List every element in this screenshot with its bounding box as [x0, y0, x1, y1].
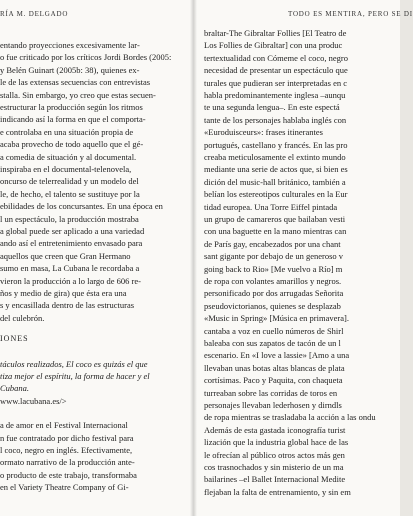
text-line: aquellos que creen que Gran Hermano: [0, 250, 131, 261]
text-line: indicando así la forma en que el comporta-: [0, 114, 146, 125]
text-line: escenario. En «I love a lassie» [Amo a una: [204, 350, 350, 361]
text-line: llevaban unas botas altas blancas de plata: [204, 362, 345, 373]
text-line: e controlaba en una situación propia de: [0, 126, 134, 137]
text-line: personajes llevaban lederhosen y dirndls: [204, 400, 342, 410]
text-line: l coco, negro en inglés. Efectivamente,: [0, 445, 133, 455]
section-heading: IONES: [0, 334, 29, 344]
book-gutter: [190, 0, 197, 516]
text-line: a comedia de situación y al documental.: [0, 151, 137, 162]
text-line: tidad europea. Una Torre Eiffel pintada: [204, 201, 338, 212]
text-line: flejaban la falta de entrenamiento, y sin em: [204, 486, 351, 497]
note-line: tiza mejor el espíritu, la forma de hacer y el: [0, 371, 150, 381]
note-line: táculos realizados, El coco es quizás el que: [0, 358, 148, 369]
text-line: oncurso de telerrealidad y un modelo del: [0, 176, 139, 187]
text-line: braltar-The Gibraltar Follies [El Teatro de: [204, 28, 347, 38]
text-line: stalla. Sin embargo, yo creo que estas secuen-: [0, 89, 156, 100]
text-line: belían los estereotipos culturales en la Eur: [204, 189, 348, 200]
text-line: en el Variety Theatre Company of Gi-: [0, 482, 129, 493]
text-line: bailarines –el Ballet Internacional Medite: [204, 474, 346, 485]
text-line: de París gay, encabezados por una chant: [204, 238, 341, 249]
text-line: Además de esta gastada iconografía turist: [204, 424, 346, 435]
text-line: vieron la producción a lo largo de 606 re-: [0, 275, 141, 286]
text-line: y Belén Guinart (2005b: 38), quienes ex-: [0, 64, 140, 75]
text-line: de ropa mientras se trasladaba la acción a las ondu: [204, 412, 376, 423]
note-line: www.lacubana.es/>: [0, 395, 67, 406]
text-line: «Music in Spring» [Música en primavera].: [204, 313, 349, 324]
text-line: a global puede ser aplicado a una variedad: [0, 226, 145, 236]
text-line: ando así el entretenimiento envasado para: [0, 238, 143, 249]
text-line: sumo en masa, La Cubana le recordaba a: [0, 263, 140, 274]
text-line: ebilidades de los concursantes. En una época en: [0, 201, 163, 212]
text-line: le ofrecían al público otros actos más gen: [204, 449, 345, 460]
text-line: te una segunda lengua–. En este espectá: [204, 102, 340, 113]
text-line: portugués, castellano y francés. En las pro: [204, 139, 348, 150]
text-line: going back to Rio» [Me vuelvo a Río] m: [204, 263, 343, 274]
text-line: dición del music-hall británico, también a: [204, 176, 346, 187]
text-line: a de amor en el Festival Internacional: [0, 420, 128, 431]
text-line: le, de hecho, el talento se sustituye por la: [0, 188, 140, 199]
text-line: ños y medio de gira) que ésta era una: [0, 288, 127, 298]
text-line: baleaba con sus zapatos de tacón de un l: [204, 338, 341, 348]
text-line: un grupo de camareros que bailaban vesti: [204, 214, 346, 224]
right-page: [193, 0, 413, 516]
text-line: turreaban sobre las corridas de toros en: [204, 387, 338, 398]
text-line: ormato narrativo de la producción ante-: [0, 457, 135, 468]
text-line: sant gigante por debajo de un generoso v: [204, 251, 344, 262]
text-line: inspiraba en el documental-telenovela,: [0, 164, 132, 174]
text-line: l un espectáculo, la producción mostraba: [0, 213, 139, 224]
text-line: s y encasillada dentro de las estructuras: [0, 300, 135, 311]
text-line: n fue contratado por dicho festival para: [0, 432, 134, 443]
text-line: de ropa con volantes amarillos y negros.: [204, 276, 342, 286]
text-line: con una baguette en la mano mientras can: [204, 226, 347, 237]
text-line: acaba provecho de todo aquello que el gé-: [0, 139, 144, 150]
text-line: «Euroduisceurs»: frases itinerantes: [204, 127, 323, 138]
text-line: personificado por dos arrugadas Señorita: [204, 288, 344, 299]
text-line: necesidad de presentar un espectáculo que: [204, 65, 348, 76]
text-line: o fue criticado por los críticos Jordi Bordes (2005:: [0, 52, 172, 63]
text-line: lización que la industria global hace de las: [204, 437, 349, 448]
text-line: cos trasnochados y sin misterio de un ma: [204, 462, 344, 472]
text-line: pseudovictorianos, quienes se desplazab: [204, 300, 341, 311]
text-line: creaba meticulosamente el extinto mundo: [204, 152, 346, 162]
running-head-right: TODO ES MENTIRA, PERO SE DI: [288, 10, 413, 18]
text-line: Los Follies de Gibraltar] con una produc: [204, 40, 343, 51]
text-line: le de las extensas secuencias con entrevistas: [0, 77, 151, 88]
text-line: turales que pudieran ser interpretadas en c: [204, 77, 348, 88]
text-line: tante de los personajes hablaba inglés con: [204, 114, 347, 125]
text-line: estructurar la producción según los ritmos: [0, 102, 143, 112]
left-page: [0, 0, 193, 516]
note-line: Cubana.: [0, 383, 30, 394]
text-line: cantaba a voz en cuello números de Shirl: [204, 325, 344, 336]
text-line: tertextualidad con Cómeme el coco, negro: [204, 52, 348, 63]
text-line: o producto de este trabajo, transformaba: [0, 469, 137, 480]
text-line: cortísimas. Paco y Paquita, con chaqueta: [204, 375, 343, 386]
running-head-left: RÍA M. DELGADO: [0, 10, 69, 18]
text-line: mediante una serie de actos que, si bien es: [204, 164, 348, 175]
text-line: entando proyecciones excesivamente lar-: [0, 40, 140, 50]
text-line: del culebrón.: [0, 312, 45, 323]
text-line: habla predominantemente inglesa –aunqu: [204, 90, 346, 100]
